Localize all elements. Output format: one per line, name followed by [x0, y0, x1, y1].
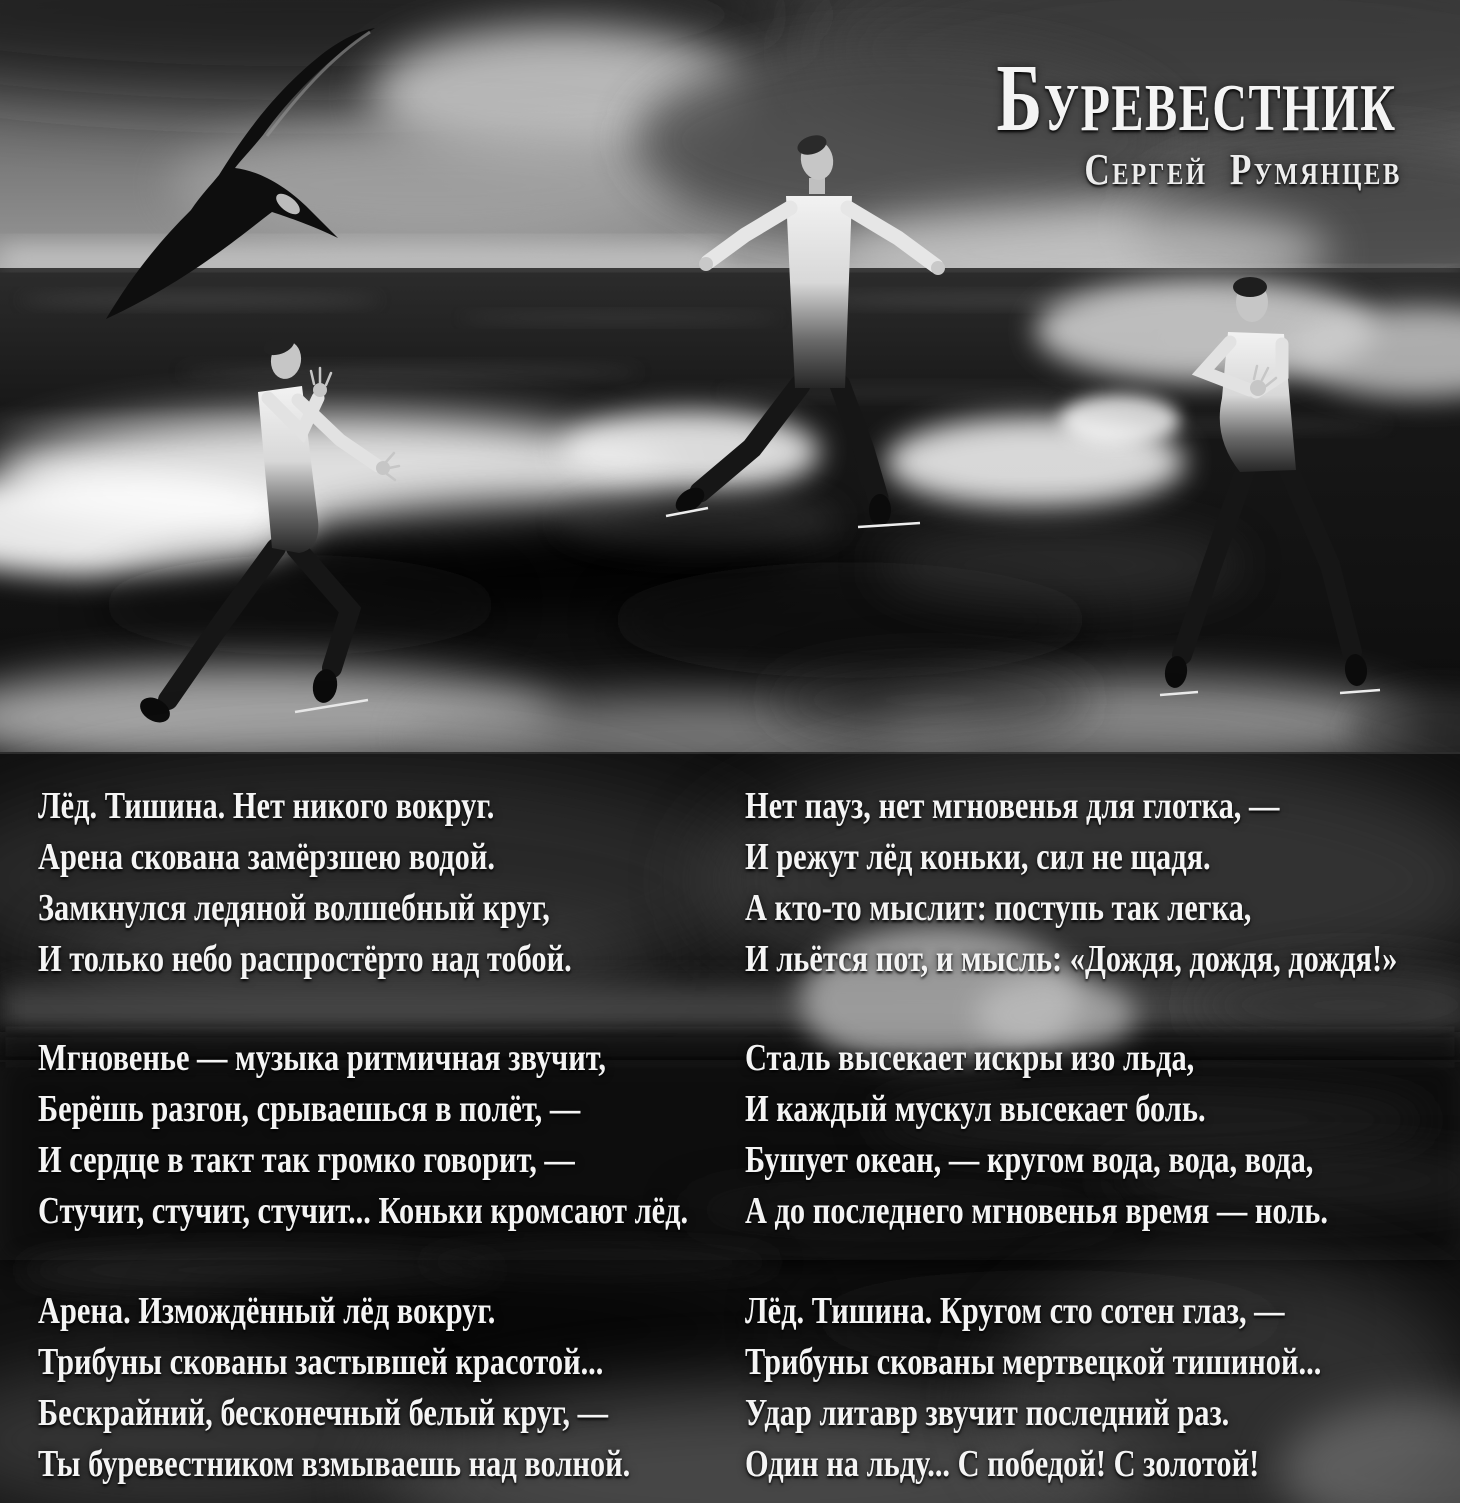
- poem-line: Удар литавр звучит последний раз.: [745, 1392, 1230, 1434]
- stanza-right-3: [745, 1286, 1321, 1490]
- poem-line: Стучит, стучит, стучит... Коньки кромсают лёд.: [38, 1190, 689, 1232]
- poem-line: Нет пауз, нет мгновенья для глотка, —: [745, 785, 1280, 827]
- poem-line: А кто-то мыслит: поступь так легка,: [745, 887, 1252, 929]
- poem-line: Мгновенье — музыка ритмичная звучит,: [38, 1037, 606, 1079]
- poem-line: Лёд. Тишина. Нет никого вокруг.: [38, 785, 495, 827]
- stanza-left-2: [38, 1033, 688, 1237]
- poem-line: И льётся пот, и мысль: «Дождя, дождя, дождя!»: [745, 938, 1398, 980]
- poem-line: Трибуны скованы мертвецкой тишиной...: [745, 1341, 1322, 1383]
- poem-line: Замкнулся ледяной волшебный круг,: [38, 887, 550, 929]
- poster-author: Сергей Румянцев: [1084, 145, 1402, 194]
- poster-title: Буревестник: [997, 44, 1397, 151]
- poem-line: Бескрайний, бесконечный белый круг, —: [38, 1392, 608, 1434]
- poem-line: И только небо распростёрто над тобой.: [38, 938, 572, 980]
- stanza-left-3: [38, 1286, 630, 1490]
- poem-line: Один на льду... С победой! С золотой!: [745, 1443, 1260, 1485]
- poem-line: И режут лёд коньки, сил не щадя.: [745, 836, 1211, 878]
- poem-line: И каждый мускул высекает боль.: [745, 1088, 1206, 1130]
- poem-line: Сталь высекает искры изо льда,: [745, 1037, 1195, 1079]
- poem-line: Трибуны скованы застывшей красотой...: [38, 1341, 604, 1383]
- stanza-right-2: [745, 1033, 1328, 1237]
- poem-line: Берёшь разгон, срываешься в полёт, —: [38, 1088, 581, 1130]
- poem-line: Бушует океан, — кругом вода, вода, вода,: [745, 1139, 1314, 1181]
- poem-line: Ты буревестником взмываешь над волной.: [38, 1443, 631, 1485]
- poem-line: Лёд. Тишина. Кругом сто сотен глаз, —: [745, 1290, 1285, 1332]
- poem-line: А до последнего мгновенья время — ноль.: [745, 1190, 1328, 1232]
- stanza-left-1: [38, 781, 572, 985]
- poem-line: И сердце в такт так громко говорит, —: [38, 1139, 575, 1181]
- poem-line: Арена. Измождённый лёд вокруг.: [38, 1290, 496, 1332]
- stanza-right-1: [745, 781, 1397, 985]
- poem-line: Арена скована замёрзшею водой.: [38, 836, 495, 878]
